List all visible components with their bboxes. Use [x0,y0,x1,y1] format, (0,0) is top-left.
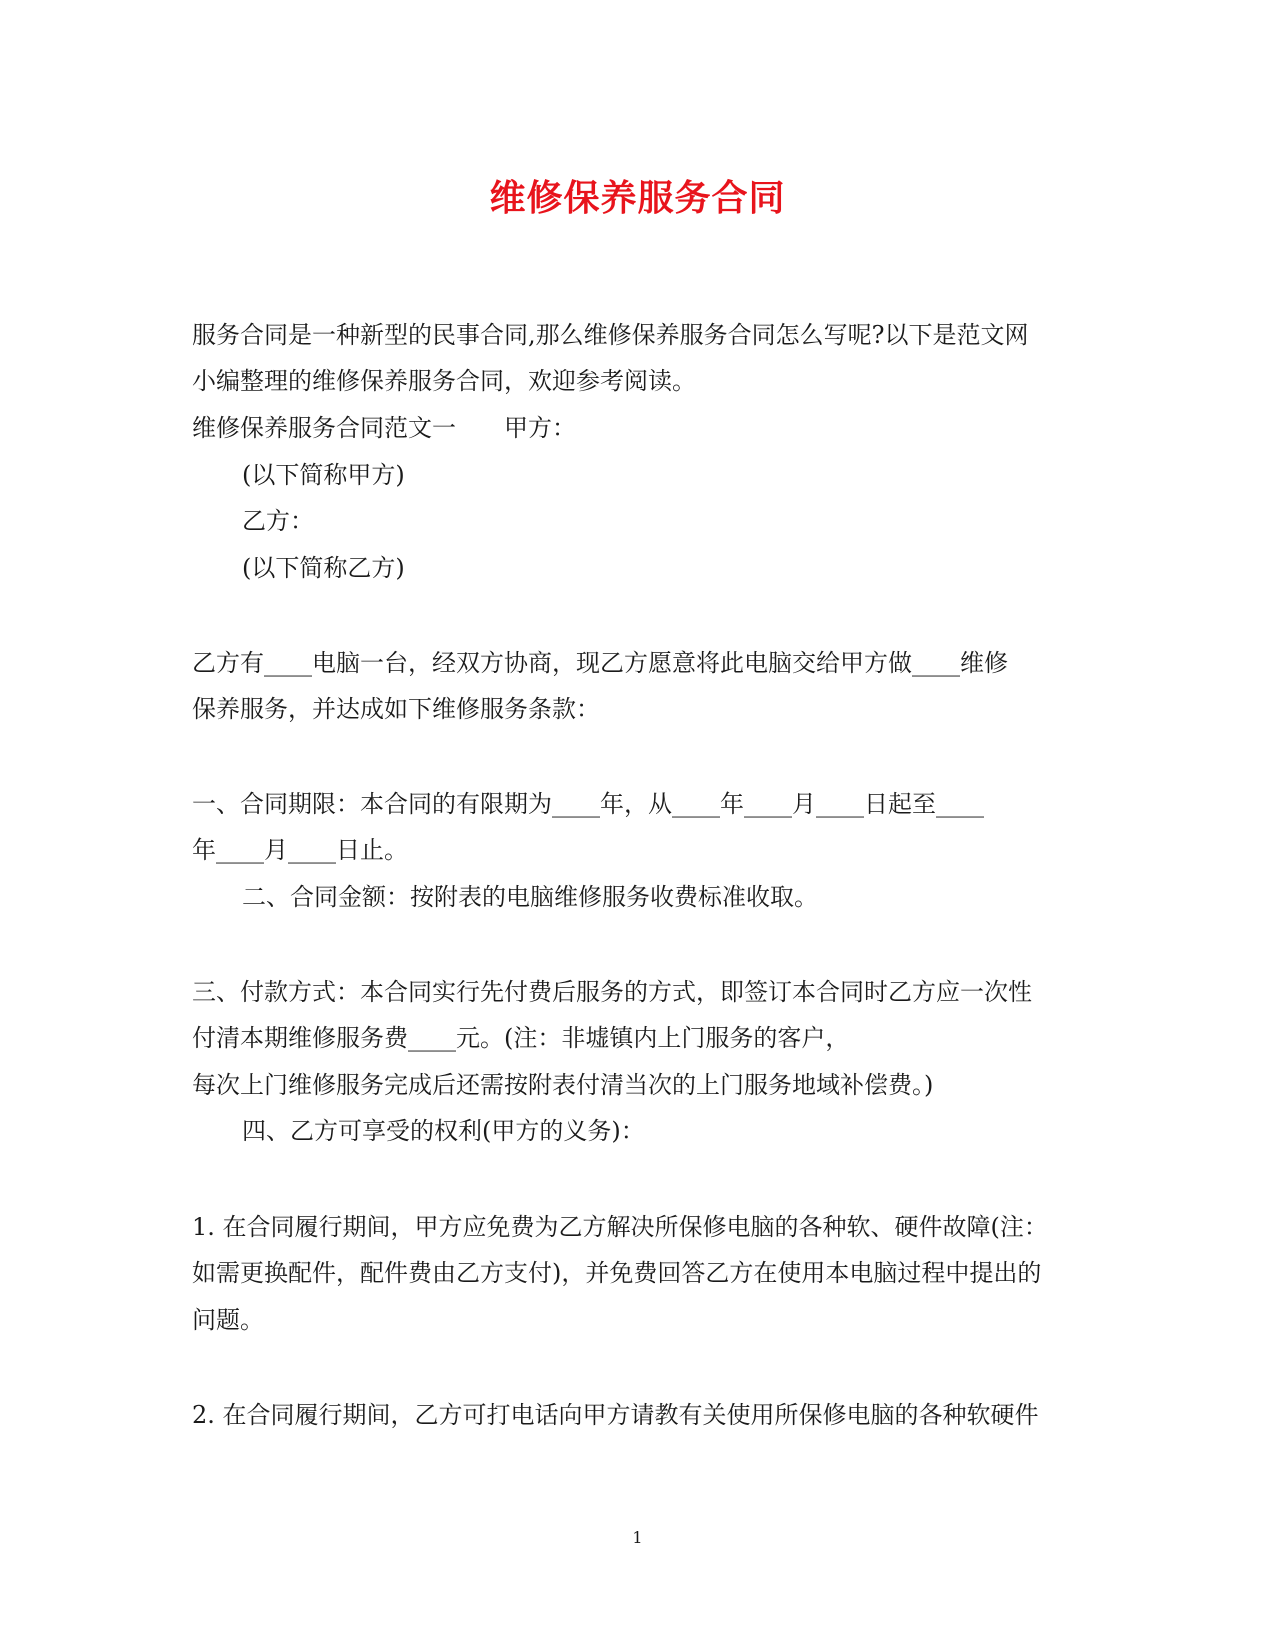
agreement-line-1: 乙方有____电脑一台，经双方协商，现乙方愿意将此电脑交给甲方做____维修 [192,649,1008,677]
intro-line-1: 服务合同是一种新型的民事合同,那么维修保养服务合同怎么写呢?以下是范文网 [192,321,1029,349]
item-2-line-1: 2. 在合同履行期间，乙方可打电话向甲方请教有关使用所保修电脑的各种软硬件 [192,1401,1039,1429]
item-1-line-2: 如需更换配件，配件费由乙方支付)，并免费回答乙方在使用本电脑过程中提出的 [192,1259,1042,1287]
clause-4-heading: 四、乙方可享受的权利(甲方的义务)： [242,1117,645,1145]
agreement-line-2: 保养服务，并达成如下维修服务条款： [192,695,600,723]
clause-1-line-2: 年____月____日止。 [192,836,408,864]
party-b-label: 乙方： [242,507,314,535]
party-b-note: (以下简称乙方) [242,554,405,582]
page-number: 1 [632,1528,643,1547]
clause-3-line-3: 每次上门维修服务完成后还需按附表付清当次的上门服务地域补偿费。) [192,1071,934,1099]
document-title: 维修保养服务合同 [489,177,786,219]
intro-line-2: 小编整理的维修保养服务合同，欢迎参考阅读。 [192,367,696,395]
party-a-note: (以下简称甲方) [242,461,405,489]
clause-2-line: 二、合同金额：按附表的电脑维修服务收费标准收取。 [242,883,818,911]
sample-heading-line: 维修保养服务合同范文一 甲方： [192,414,576,442]
item-1-line-3: 问题。 [192,1306,264,1334]
clause-3-line-2: 付清本期维修服务费____元。(注：非墟镇内上门服务的客户， [192,1024,850,1052]
clause-1-line-1: 一、合同期限：本合同的有限期为____年，从____年____月____日起至____ [192,790,984,818]
clause-3-line-1: 三、付款方式：本合同实行先付费后服务的方式，即签订本合同时乙方应一次性 [192,978,1032,1006]
item-1-line-1: 1. 在合同履行期间，甲方应免费为乙方解决所保修电脑的各种软、硬件故障(注： [192,1213,1048,1241]
